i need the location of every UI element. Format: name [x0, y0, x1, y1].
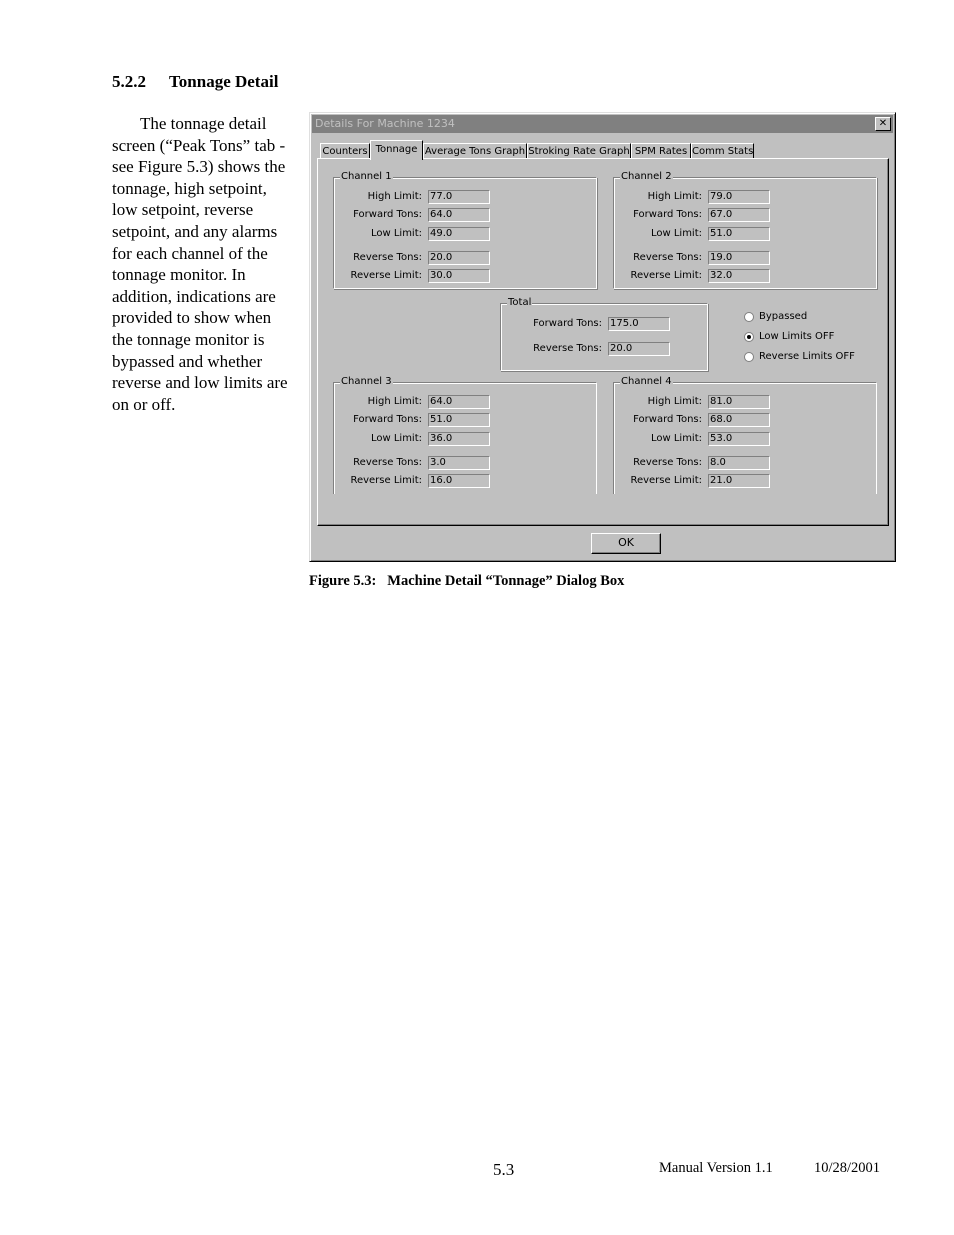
low-limit-label: Low Limit:	[370, 433, 422, 444]
section-heading	[112, 72, 278, 92]
reverse-limits-off-radio[interactable]	[744, 352, 754, 362]
channel-4-low-limit-field: 53.0	[708, 432, 770, 446]
channel-1-title: Channel 1	[341, 171, 392, 182]
channel-1-low-limit-field: 49.0	[428, 227, 490, 241]
forward-tons-label: Forward Tons:	[633, 414, 702, 425]
channel-4-reverse-tons-field: 8.0	[708, 456, 770, 470]
channel-3-title: Channel 3	[341, 376, 392, 387]
channel-2-low-limit-field: 51.0	[708, 227, 770, 241]
close-icon[interactable]: ✕	[875, 117, 891, 131]
total-forward-tons-field: 175.0	[608, 317, 670, 331]
channel-4-reverse-limit-field: 21.0	[708, 474, 770, 488]
high-limit-label: High Limit:	[367, 191, 422, 202]
figure-text: Machine Detail “Tonnage” Dialog Box	[387, 573, 625, 589]
forward-tons-label: Forward Tons:	[353, 414, 422, 425]
channel-2-forward-tons-field: 67.0	[708, 208, 770, 222]
low-limit-label: Low Limit:	[650, 228, 702, 239]
page-number: 5.3	[493, 1160, 515, 1179]
channel-3-reverse-limit-field: 16.0	[428, 474, 490, 488]
reverse-tons-label: Reverse Tons:	[633, 252, 702, 263]
channel-1-reverse-tons-field: 20.0	[428, 251, 490, 265]
tonnage-tab-panel	[317, 158, 889, 526]
reverse-tons-label: Reverse Tons:	[633, 457, 702, 468]
channel-2-title: Channel 2	[621, 171, 672, 182]
tab-stroking-rate-graph[interactable]: Stroking Rate Graph	[527, 143, 631, 159]
channel-4-group	[613, 376, 877, 494]
reverse-tons-label: Reverse Tons:	[353, 457, 422, 468]
low-limit-label: Low Limit:	[650, 433, 702, 444]
channel-1-forward-tons-field: 64.0	[428, 208, 490, 222]
reverse-limit-label: Reverse Limit:	[350, 270, 422, 281]
body-paragraph: The tonnage detail screen (“Peak Tons” tab - see Figure 5.3) shows the tonnage, high setpoint, low setpoint, reverse setpoint, and any alarms for each channel of the tonnage monitor. In addition, indications are provided to show when the tonnage monitor is bypassed and whether reverse and low limits are on or off.	[112, 114, 288, 414]
high-limit-label: High Limit:	[647, 396, 702, 407]
tab-comm-stats[interactable]: Comm Stats	[691, 143, 754, 159]
low-limits-off-label: Low Limits OFF	[759, 331, 835, 342]
channel-4-forward-tons-field: 68.0	[708, 413, 770, 427]
high-limit-label: High Limit:	[647, 191, 702, 202]
high-limit-label: High Limit:	[367, 396, 422, 407]
forward-tons-label: Forward Tons:	[353, 209, 422, 220]
total-title: Total	[508, 297, 532, 308]
footer-date: 10/28/2001	[814, 1160, 881, 1176]
ok-button[interactable]: OK	[591, 533, 661, 554]
channel-2-group	[613, 171, 877, 289]
channel-4-high-limit-field: 81.0	[708, 395, 770, 409]
tab-spm-rates[interactable]: SPM Rates	[631, 143, 691, 159]
reverse-limits-off-label: Reverse Limits OFF	[759, 351, 855, 362]
section-number: 5.2.2	[112, 72, 146, 91]
forward-tons-label: Forward Tons:	[633, 209, 702, 220]
tab-tonnage[interactable]: Tonnage	[370, 140, 423, 160]
channel-3-reverse-tons-field: 3.0	[428, 456, 490, 470]
tab-counters[interactable]: Counters	[320, 143, 370, 159]
total-reverse-tons-field: 20.0	[608, 342, 670, 356]
machine-details-dialog	[309, 112, 896, 562]
dialog-titlebar	[312, 115, 893, 133]
channel-1-high-limit-field: 77.0	[428, 190, 490, 204]
low-limit-label: Low Limit:	[370, 228, 422, 239]
channel-2-high-limit-field: 79.0	[708, 190, 770, 204]
channel-1-group	[333, 171, 597, 289]
reverse-tons-label: Reverse Tons:	[533, 343, 602, 354]
channel-3-high-limit-field: 64.0	[428, 395, 490, 409]
forward-tons-label: Forward Tons:	[533, 318, 602, 329]
bypassed-label: Bypassed	[759, 311, 808, 322]
figure-caption	[309, 573, 624, 590]
channel-2-reverse-tons-field: 19.0	[708, 251, 770, 265]
channel-1-reverse-limit-field: 30.0	[428, 269, 490, 283]
channel-2-reverse-limit-field: 32.0	[708, 269, 770, 283]
reverse-limit-label: Reverse Limit:	[630, 270, 702, 281]
manual-version: Manual Version 1.1	[659, 1160, 773, 1176]
low-limits-off-radio[interactable]	[744, 332, 754, 342]
reverse-tons-label: Reverse Tons:	[353, 252, 422, 263]
figure-label: Figure 5.3:	[309, 573, 377, 589]
channel-4-title: Channel 4	[621, 376, 672, 387]
channel-3-low-limit-field: 36.0	[428, 432, 490, 446]
bypassed-radio[interactable]	[744, 312, 754, 322]
channel-3-forward-tons-field: 51.0	[428, 413, 490, 427]
section-title: Tonnage Detail	[169, 72, 279, 91]
total-group	[500, 297, 708, 371]
dialog-title: Details For Machine 1234	[315, 117, 455, 130]
tab-average-tons-graph[interactable]: Average Tons Graph	[423, 143, 527, 159]
channel-3-group	[333, 376, 597, 494]
reverse-limit-label: Reverse Limit:	[630, 475, 702, 486]
reverse-limit-label: Reverse Limit:	[350, 475, 422, 486]
